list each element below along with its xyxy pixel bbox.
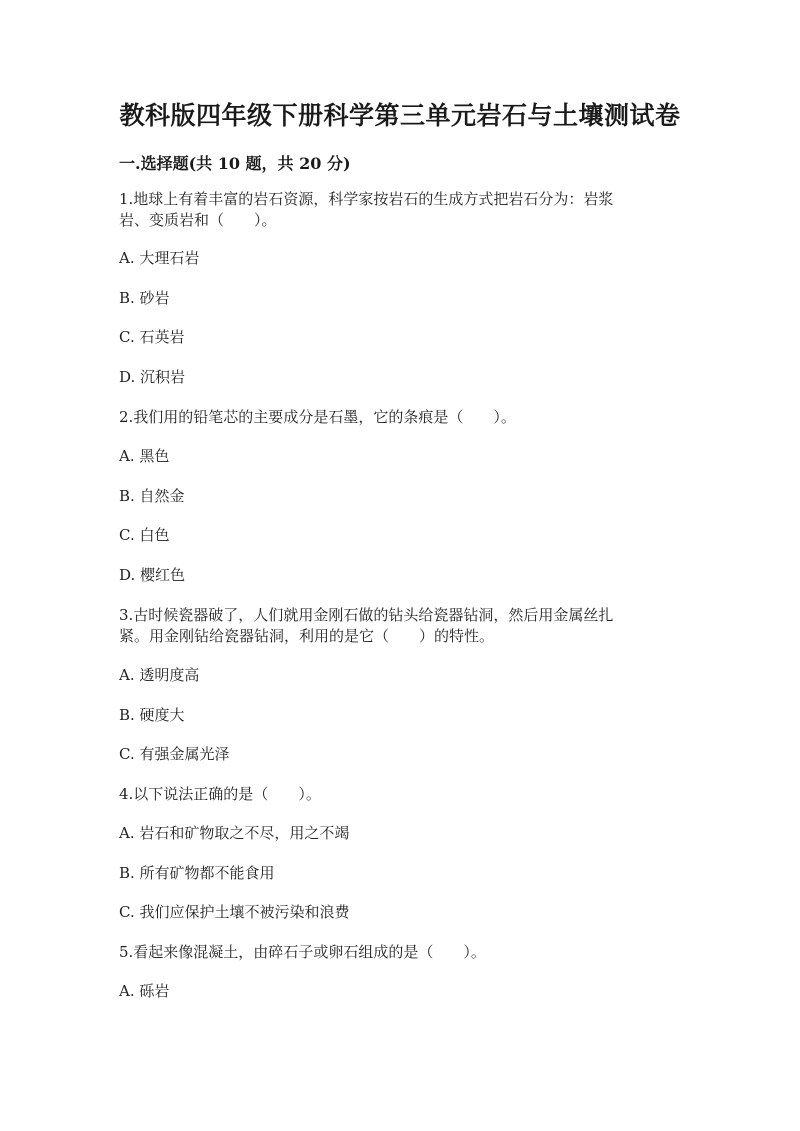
section-heading: 一.选择题(共 10 题，共 20 分) — [119, 154, 351, 173]
question-5-stem: 5.看起来像混凝土，由碎石子或卵石组成的是（ ）。 — [119, 943, 486, 961]
question-3-stem-line-1: 3.古时候瓷器破了，人们就用金刚石做的钻头给瓷器钻洞，然后用金属丝扎 — [119, 606, 614, 624]
question-3-stem-line-2: 紧。用金刚钻给瓷器钻洞，利用的是它（ ）的特性。 — [119, 627, 495, 645]
question-3-option-b: B. 硬度大 — [119, 706, 185, 724]
question-2-option-c: C. 白色 — [119, 526, 170, 544]
question-2-stem: 2.我们用的铅笔芯的主要成分是石墨，它的条痕是（ ）。 — [119, 408, 516, 426]
question-1-option-d: D. 沉积岩 — [119, 368, 186, 386]
question-1-option-a: A. 大理石岩 — [119, 249, 200, 267]
question-4-option-c: C. 我们应保护土壤不被污染和浪费 — [119, 903, 350, 921]
question-1-option-b: B. 砂岩 — [119, 289, 170, 307]
question-1-stem-line-2: 岩、变质岩和（ ）。 — [119, 211, 277, 229]
question-2-option-d: D. 樱红色 — [119, 566, 186, 584]
exam-title: 教科版四年级下册科学第三单元岩石与土壤测试卷 — [119, 101, 681, 130]
question-3-option-c: C. 有强金属光泽 — [119, 745, 230, 763]
question-1-option-c: C. 石英岩 — [119, 328, 185, 346]
question-4-option-a: A. 岩石和矿物取之不尽，用之不竭 — [119, 824, 350, 842]
question-2-option-b: B. 自然金 — [119, 487, 185, 505]
question-5-option-a: A. 砾岩 — [119, 982, 170, 1000]
question-3-option-a: A. 透明度高 — [119, 666, 200, 684]
question-4-stem: 4.以下说法正确的是（ ）。 — [119, 785, 321, 803]
question-2-option-a: A. 黑色 — [119, 447, 170, 465]
question-1-stem-line-1: 1.地球上有着丰富的岩石资源，科学家按岩石的生成方式把岩石分为：岩浆 — [119, 190, 614, 208]
question-4-option-b: B. 所有矿物都不能食用 — [119, 864, 275, 882]
